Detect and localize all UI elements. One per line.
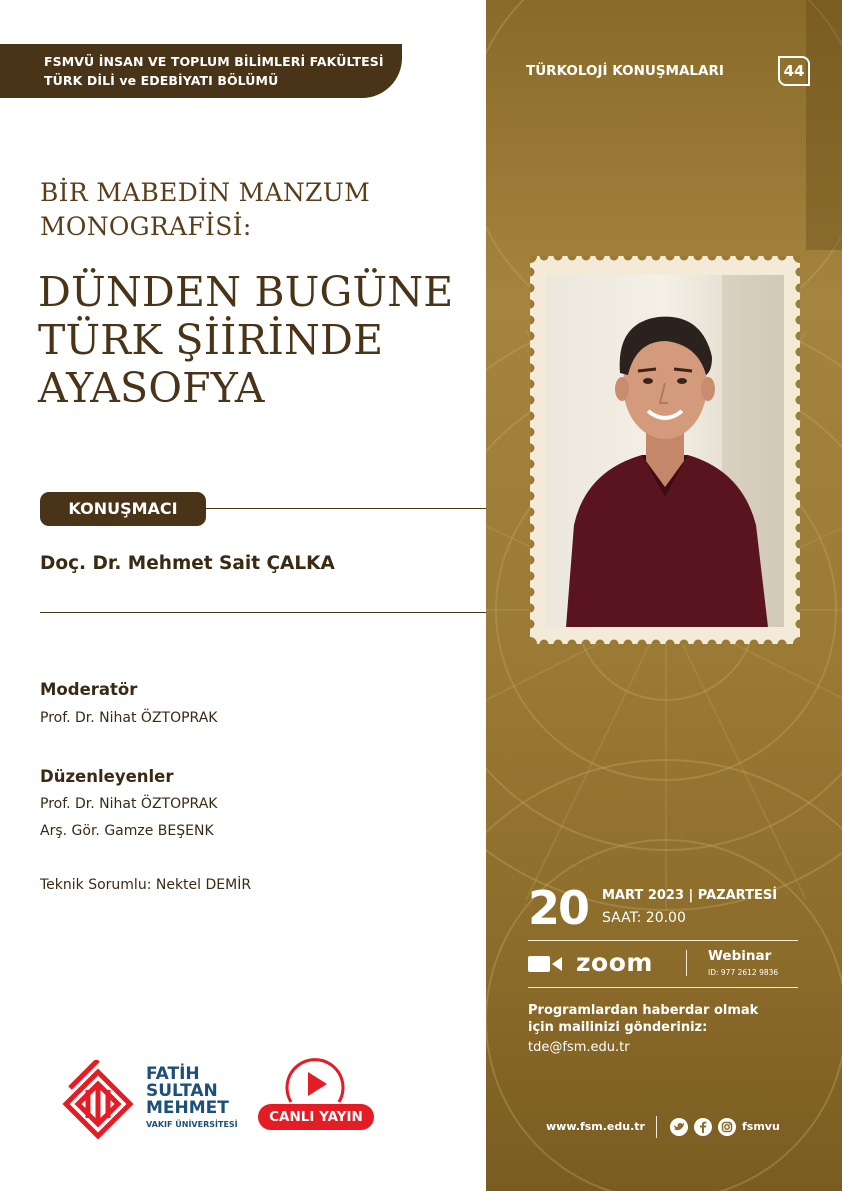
speaker-photo bbox=[546, 275, 784, 627]
technical-staff: Teknik Sorumlu: Nektel DEMİR bbox=[40, 877, 252, 893]
logo-line-1: FATİH bbox=[146, 1064, 200, 1084]
moderator-heading: Moderatör bbox=[40, 680, 138, 699]
newsletter-note bbox=[528, 1002, 788, 1036]
talk-title bbox=[38, 268, 483, 412]
zoom-bottom-divider bbox=[528, 987, 798, 988]
title-line-1: DÜNDEN BUGÜNE bbox=[38, 268, 454, 316]
speaker-badge: KONUŞMACI bbox=[40, 492, 206, 526]
organizers-heading: Düzenleyenler bbox=[40, 767, 174, 786]
notify-line-2: için mailinizi gönderiniz: bbox=[528, 1020, 708, 1035]
live-stream-button[interactable]: CANLI YAYIN bbox=[258, 1104, 374, 1130]
series-label: TÜRKOLOJİ KONUŞMALARI bbox=[526, 63, 724, 79]
logo-line-2: SULTAN bbox=[146, 1081, 218, 1101]
subtitle-line-1: BİR MABEDİN MANZUM bbox=[40, 178, 370, 207]
logo-line-3: MEHMET bbox=[146, 1098, 229, 1118]
zoom-logo: zoom bbox=[576, 948, 653, 977]
social-handle[interactable]: fsmvu bbox=[742, 1120, 780, 1133]
university-logo-icon[interactable] bbox=[60, 1060, 136, 1140]
organizer-2: Arş. Gör. Gamze BEŞENK bbox=[40, 823, 214, 839]
instagram-icon[interactable] bbox=[718, 1118, 736, 1136]
twitter-icon[interactable] bbox=[670, 1118, 688, 1136]
organizer-1: Prof. Dr. Nihat ÖZTOPRAK bbox=[40, 796, 218, 812]
talk-subtitle bbox=[40, 176, 460, 244]
event-date: MART 2023 | PAZARTESİ bbox=[602, 888, 778, 903]
facebook-icon[interactable] bbox=[694, 1118, 712, 1136]
section-divider bbox=[40, 612, 486, 613]
faculty-name: FSMVÜ İNSAN VE TOPLUM BİLİMLERİ FAKÜLTESİ bbox=[44, 54, 384, 69]
title-line-2: TÜRK ŞİİRİNDE bbox=[38, 316, 384, 364]
speaker-divider bbox=[206, 508, 486, 509]
event-time: SAAT: 20.00 bbox=[602, 910, 686, 926]
contact-email[interactable]: tde@fsm.edu.tr bbox=[528, 1040, 630, 1055]
play-icon[interactable] bbox=[283, 1056, 347, 1106]
event-day: 20 bbox=[528, 881, 589, 935]
department-name: TÜRK DİLİ ve EDEBİYATI BÖLÜMÜ bbox=[44, 73, 279, 88]
speaker-name: Doç. Dr. Mehmet Sait ÇALKA bbox=[40, 553, 335, 574]
faculty-banner bbox=[0, 44, 402, 98]
university-name bbox=[146, 1066, 238, 1131]
webinar-label: Webinar bbox=[708, 948, 772, 964]
moderator-name: Prof. Dr. Nihat ÖZTOPRAK bbox=[40, 710, 218, 726]
video-camera-icon bbox=[528, 954, 564, 974]
zoom-separator bbox=[686, 950, 687, 976]
website-link[interactable]: www.fsm.edu.tr bbox=[546, 1120, 645, 1133]
logo-line-4: VAKIF ÜNİVERSİTESİ bbox=[146, 1120, 238, 1129]
footer-separator bbox=[656, 1116, 657, 1138]
series-number: 44 bbox=[778, 56, 810, 86]
zoom-top-divider bbox=[528, 940, 798, 941]
title-line-3: AYASOFYA bbox=[38, 364, 265, 412]
notify-line-1: Programlardan haberdar olmak bbox=[528, 1003, 759, 1018]
webinar-id: ID: 977 2612 9836 bbox=[708, 968, 779, 977]
subtitle-line-2: MONOGRAFİSİ: bbox=[40, 212, 252, 241]
